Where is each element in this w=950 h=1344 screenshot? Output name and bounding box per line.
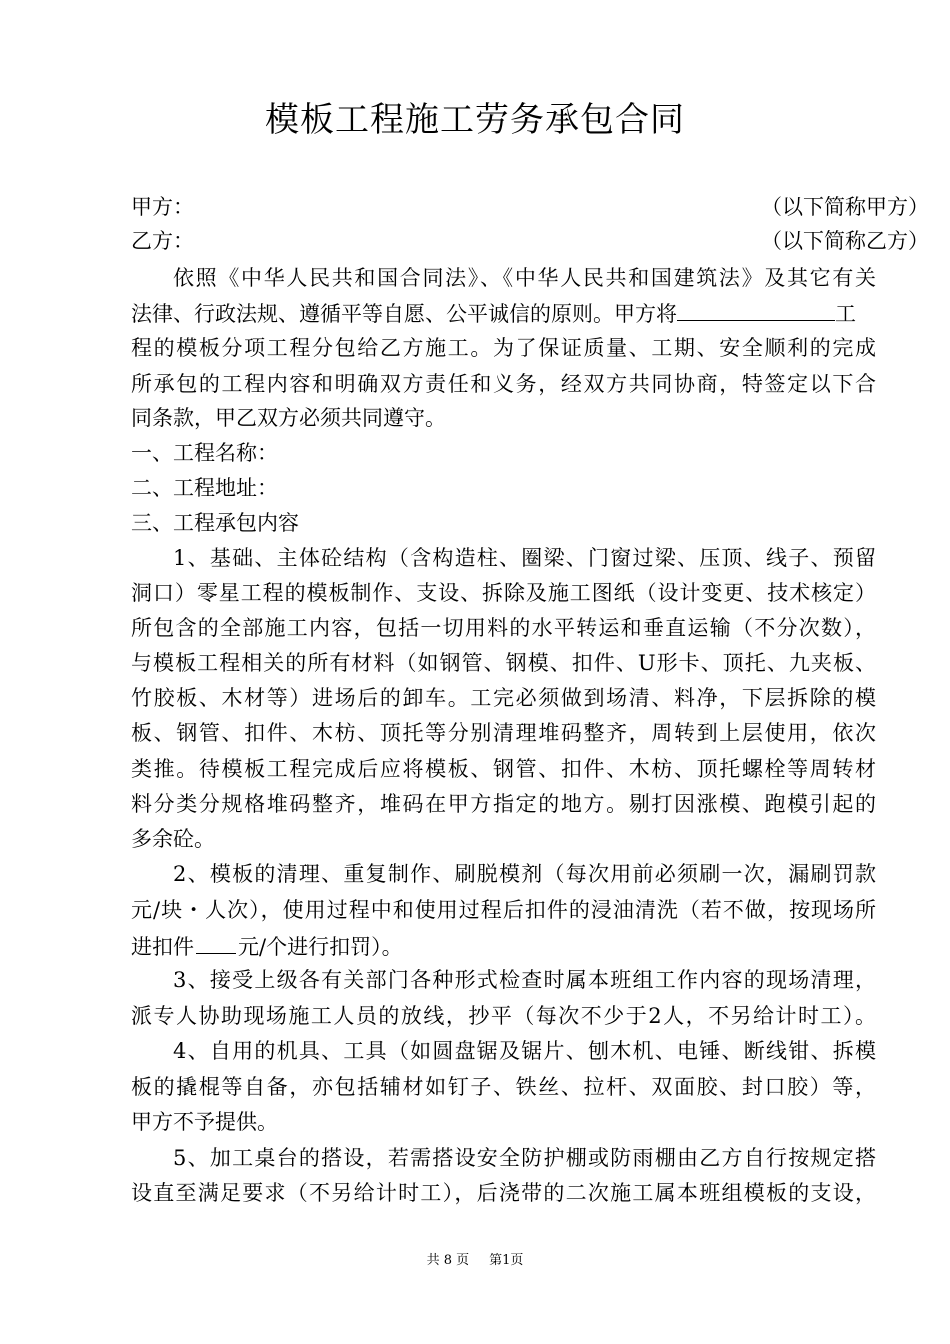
clause-1-line-4: 与模板工程相关的所有材料（如钢管、钢模、扣件、U形卡、顶托、九夹板、 <box>131 651 876 675</box>
total-pages: 共 8 页 <box>426 1253 470 1268</box>
clause-1-line-9: 多余砼。 <box>131 827 215 851</box>
preamble-line-1: 依照《中华人民共和国合同法》、《中华人民共和国建筑法》及其它有关 <box>173 266 876 290</box>
clause-1-line-7: 类推。待模板工程完成后应将模板、钢管、扣件、木枋、顶托螺栓等周转材 <box>131 757 876 781</box>
clause-2-line-1: 2、模板的清理、重复制作、刷脱模剂（每次用前必须刷一次，漏刷罚款 <box>173 862 876 886</box>
preamble-text-2-end: 工 <box>835 302 856 326</box>
preamble-text-2: 法律、行政法规、遵循平等自愿、公平诚信的原则。甲方将 <box>131 302 677 326</box>
clause-1-line-3: 所包含的全部施工内容，包括一切用料的水平转运和垂直运输（不分次数）， <box>131 616 876 640</box>
clause-4-line-3: 甲方不予提供。 <box>131 1110 278 1134</box>
clause-2-line-2: 元/块・人次），使用过程中和使用过程后扣件的浸油清洗（若不做，按现场所 <box>131 898 876 922</box>
preamble-line-5: 同条款，甲乙双方必须共同遵守。 <box>131 406 446 430</box>
clause-3-line-1: 3、接受上级各有关部门各种形式检查时属本班组工作内容的现场清理， <box>173 968 876 992</box>
clause-2-line-3 <box>131 928 876 962</box>
clause-1-line-5: 竹胶板、木材等）进场后的卸车。工完必须做到场清、料净，下层拆除的模 <box>131 686 876 710</box>
current-page: 第1页 <box>489 1253 524 1268</box>
page-footer <box>0 1252 950 1270</box>
section-project-address: 二、工程地址： <box>131 476 278 500</box>
party-a-label: 甲方： <box>131 195 194 219</box>
section-project-name: 一、工程名称： <box>131 441 278 465</box>
project-name-blank <box>677 295 835 321</box>
section-scope: 三、工程承包内容 <box>131 511 299 535</box>
preamble-line-2 <box>131 295 876 329</box>
clause-4-line-1: 4、自用的机具、工具（如圆盘锯及锯片、刨木机、电锤、断线钳、拆模 <box>173 1039 876 1063</box>
preamble-line-3: 程的模板分项工程分包给乙方施工。为了保证质量、工期、安全顺利的完成 <box>131 336 876 360</box>
clause-5-line-2: 设直至满足要求（不另给计时工），后浇带的二次施工属本班组模板的支设， <box>131 1181 876 1205</box>
preamble-line-4: 所承包的工程内容和明确双方责任和义务，经双方共同协商，特签定以下合 <box>131 372 876 396</box>
clause-1-line-1: 1、基础、主体砼结构（含构造柱、圈梁、门窗过梁、压顶、线子、预留 <box>173 546 876 570</box>
clause-1-line-2: 洞口）零星工程的模板制作、支设、拆除及施工图纸（设计变更、技术核定） <box>131 581 876 605</box>
document-title: 模板工程施工劳务承包合同 <box>265 100 685 140</box>
party-a-note: （以下简称甲方） <box>761 195 929 219</box>
party-b-note: （以下简称乙方） <box>761 229 929 253</box>
clause-5-line-1: 5、加工桌台的搭设，若需搭设安全防护棚或防雨棚由乙方自行按规定搭 <box>173 1146 876 1170</box>
party-b-label: 乙方： <box>131 229 194 253</box>
fine-amount-blank <box>196 928 236 954</box>
clause-1-line-6: 板、钢管、扣件、木枋、顶托等分别清理堆码整齐，周转到上层使用，依次 <box>131 721 876 745</box>
clause-1-line-8: 料分类分规格堆码整齐，堆码在甲方指定的地方。剔打因涨模、跑模引起的 <box>131 792 876 816</box>
clause-2-text-3-end: 元/个进行扣罚）。 <box>238 935 403 959</box>
clause-3-line-2: 派专人协助现场施工人员的放线，抄平（每次不少于2人，不另给计时工）。 <box>131 1004 876 1028</box>
clause-2-text-3: 进扣件 <box>131 935 194 959</box>
party-b-line <box>131 224 929 258</box>
party-a-line <box>131 190 929 224</box>
clause-4-line-2: 板的撬棍等自备，亦包括辅材如钉子、铁丝、拉杆、双面胶、封口胶）等， <box>131 1075 876 1099</box>
